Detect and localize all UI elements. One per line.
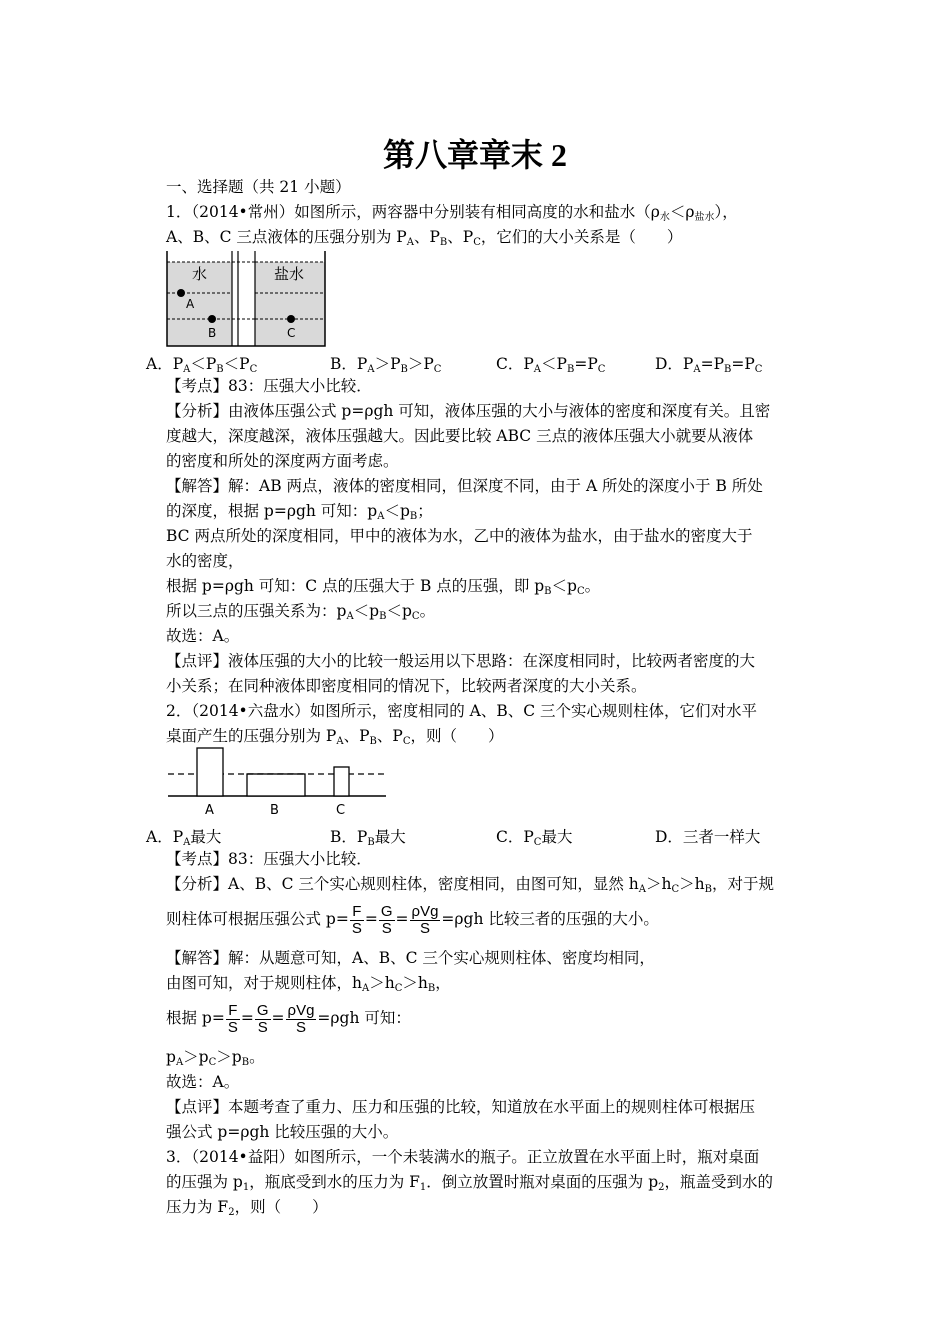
q1-analysis-3: 的密度和所处的深度两方面考虑。 bbox=[166, 452, 399, 470]
q2-answer-4: $p_A>p_C>p_B$。 bbox=[166, 1048, 265, 1068]
q1-answer-5: 根据 p=ρgh 可知：C 点的压强大于 B 点的压强，即 $p_B<p_C$。 bbox=[166, 577, 601, 597]
q1-answer-2: 的深度，根据 p=ρgh 可知：$p_A<p_B$； bbox=[166, 502, 433, 522]
q1-answer-6: 所以三点的压强关系为：$p_A<p_B<p_C$。 bbox=[166, 602, 436, 622]
svg-text:B: B bbox=[270, 803, 279, 818]
q2-answer-3: 根据 p= $\frac{F}{S}$ = $\frac{G}{S}$ = $\frac{\text{ρVg}}{S}$ =ρgh 可知： bbox=[166, 1001, 411, 1036]
q2-comment-2: 强公式 p=ρgh 比较压强的大小。 bbox=[166, 1123, 399, 1141]
svg-text:A: A bbox=[186, 297, 195, 311]
page-title: 第八章章末 2 bbox=[382, 137, 567, 173]
q2-option-c[interactable]: C．$P_C$最大 bbox=[496, 828, 573, 848]
q2-comment-1: 【点评】本题考查了重力、压力和压强的比较，知道放在水平面上的规则柱体可根据压 bbox=[166, 1098, 756, 1116]
q1-answer-1: 【解答】解：AB 两点，液体的密度相同，但深度不同，由于 A 所处的深度小于 B 所处 bbox=[166, 477, 763, 495]
q1-comment-2: 小关系；在同种液体即密度相同的情况下，比较两者深度的大小关系。 bbox=[166, 677, 647, 695]
q1-analysis-1: 【分析】由液体压强公式 p=ρgh 可知，液体压强的大小与液体的密度和深度有关。且密 bbox=[166, 402, 771, 420]
q1-figure-containers bbox=[166, 251, 328, 349]
q1-option-b[interactable]: B．$P_A>P_B>P_C$ bbox=[330, 355, 442, 375]
q3-stem-line1: 3．（2014•益阳）如图所示，一个未装满水的瓶子。正立放置在水平面上时，瓶对桌面 bbox=[166, 1148, 760, 1166]
q2-kaodian: 【考点】83：压强大小比较． bbox=[166, 850, 372, 868]
q1-option-c[interactable]: C．$P_A<P_B=P_C$ bbox=[496, 355, 606, 375]
q2-answer-1: 【解答】解：从题意可知，A、B、C 三个实心规则柱体、密度均相同， bbox=[166, 949, 655, 967]
q1-kaodian: 【考点】83：压强大小比较． bbox=[166, 377, 372, 395]
fraction-rhoVg-over-S: $\frac{\text{ρVg}}{S}$ bbox=[411, 902, 439, 937]
q2-analysis-2: 则柱体可根据压强公式 p= $\frac{F}{S}$ = $\frac{G}{S}$ = $\frac{\text{ρVg}}{S}$ =ρgh 比较三者的压强的大小。 bbox=[166, 902, 659, 937]
q3-stem-line3: 压力为 $F_2$，则（ ） bbox=[166, 1198, 328, 1218]
q2-option-d[interactable]: D．三者一样大 bbox=[655, 828, 761, 846]
q2-analysis-1: 【分析】A、B、C 三个实心规则柱体，密度相同，由图可知，显然 $h_A>h_C>h_B$，对于规 bbox=[166, 875, 775, 895]
q2-cylinder-C bbox=[334, 767, 349, 796]
q1-point-C bbox=[287, 315, 295, 323]
q2-stem-line1: 2．（2014•六盘水）如图所示，密度相同的 A、B、C 三个实心规则柱体，它们对水平 bbox=[166, 702, 758, 720]
q1-analysis-2: 度越大，深度越深，液体压强越大。因此要比较 ABC 三点的液体压强大小就要从液体 bbox=[166, 427, 754, 445]
q1-fig-label-salt: 盐水 bbox=[274, 265, 305, 283]
q2-cylinder-A bbox=[197, 748, 223, 796]
q1-point-A bbox=[177, 289, 185, 297]
svg-text:B: B bbox=[208, 326, 217, 340]
q2-stem-line2: 桌面产生的压强分别为 $P_A$、$P_B$、$P_C$，则（ ） bbox=[166, 727, 504, 747]
fraction-F-over-S: $\frac{F}{S}$ bbox=[351, 902, 362, 937]
q1-comment-1: 【点评】液体压强的大小的比较一般运用以下思路：在深度相同时，比较两者密度的大 bbox=[166, 652, 756, 670]
q1-fig-label-water: 水 bbox=[192, 265, 208, 283]
q2-choice: 故选：A。 bbox=[166, 1073, 240, 1091]
q1-option-a[interactable]: A．$P_A<P_B<P_C$ bbox=[146, 355, 258, 375]
q3-stem-line2: 的压强为 $p_1$，瓶底受到水的压力为 $F_1$．倒立放置时瓶对桌面的压强为 $p_2$，瓶盖受到水的 bbox=[166, 1173, 774, 1193]
q2-option-a[interactable]: A．$P_A$最大 bbox=[146, 828, 222, 848]
q1-stem-line1: 1．（2014•常州）如图所示，两容器中分别装有相同高度的水和盐水$(\rho_水<\rho_{盐水})$， bbox=[166, 203, 738, 223]
q2-cylinder-B bbox=[247, 774, 305, 796]
section-heading: 一、选择题（共 21 小题） bbox=[166, 178, 351, 196]
fraction-G-over-S: $\frac{G}{S}$ bbox=[380, 902, 393, 937]
q2-answer-2: 由图可知，对于规则柱体，$h_A>h_C>h_B$， bbox=[166, 974, 451, 994]
svg-text:A: A bbox=[205, 803, 214, 818]
svg-text:C: C bbox=[336, 803, 346, 818]
q2-option-b[interactable]: B．$P_B$最大 bbox=[330, 828, 406, 848]
q2-figure-cylinders bbox=[166, 746, 388, 820]
q1-answer-4: 水的密度， bbox=[166, 552, 244, 570]
svg-text:C: C bbox=[287, 326, 296, 340]
q1-stem-line2: A、B、C 三点液体的压强分别为 $P_A$、$P_B$、$P_C$，它们的大小关系是（ ） bbox=[166, 228, 683, 248]
q1-option-d[interactable]: D．$P_A=P_B=P_C$ bbox=[655, 355, 763, 375]
q1-answer-3: BC 两点所处的深度相同，甲中的液体为水，乙中的液体为盐水，由于盐水的密度大于 bbox=[166, 527, 753, 545]
q1-choice: 故选：A。 bbox=[166, 627, 240, 645]
q1-point-B bbox=[208, 315, 216, 323]
